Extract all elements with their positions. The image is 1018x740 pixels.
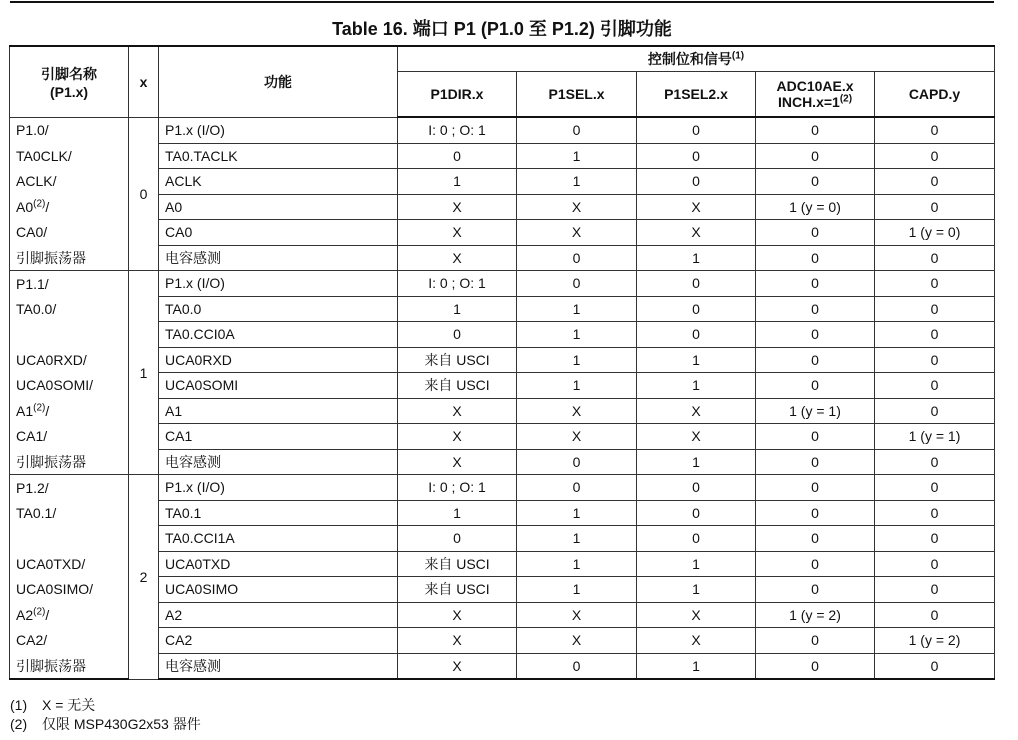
pin-name-cell (10, 117, 129, 143)
capd-cell: 0 (875, 373, 995, 399)
p1sel-cell: 0 (517, 449, 637, 475)
p1dir-cell: X (398, 220, 517, 246)
function-cell: P1.x (I/O) (159, 475, 398, 501)
adc10ae-cell: 0 (756, 117, 875, 143)
p1dir-cell: X (398, 653, 517, 679)
adc10ae-cell: 0 (756, 551, 875, 577)
pin-name-cell (10, 347, 129, 373)
table-row (10, 271, 995, 297)
adc10ae-cell: 0 (756, 373, 875, 399)
p1sel2-cell: 0 (637, 117, 756, 143)
adc10ae-cell: 0 (756, 271, 875, 297)
pin-name: P1.0/ (16, 122, 49, 139)
footnote-ref: (2) (33, 606, 46, 618)
adc10ae-cell: 1 (y = 2) (756, 602, 875, 628)
function-cell: A0 (159, 194, 398, 220)
header-pin-name (10, 46, 129, 117)
adc10ae-cell: 0 (756, 322, 875, 348)
capd-cell: 0 (875, 653, 995, 679)
pin-name-cell (10, 271, 129, 297)
footnote-1 (10, 696, 201, 715)
pin-name: CA0/ (16, 224, 48, 241)
header-control-bits-label: 控制位和信号 (647, 51, 732, 67)
capd-cell: 0 (875, 322, 995, 348)
pin-name: TA0.0/ (16, 300, 57, 317)
p1sel2-cell: 1 (637, 245, 756, 271)
p1dir-cell: X (398, 245, 517, 271)
p1sel-cell: 1 (517, 347, 637, 373)
p1sel-cell: X (517, 194, 637, 220)
adc10ae-cell: 0 (756, 169, 875, 195)
capd-cell: 1 (y = 1) (875, 424, 995, 450)
footnote-ref: (1) (731, 50, 745, 62)
pin-name-cell (10, 194, 129, 220)
p1sel-cell: 0 (517, 475, 637, 501)
function-cell: CA1 (159, 424, 398, 450)
adc10ae-cell: 0 (756, 220, 875, 246)
header-p1dir: P1DIR.x (398, 72, 517, 118)
pin-name-cell (10, 296, 129, 322)
function-cell: P1.x (I/O) (159, 117, 398, 143)
function-cell: TA0.CCI0A (159, 322, 398, 348)
pin-name: TA0.1/ (16, 504, 57, 521)
pin-name: A1 (16, 402, 34, 419)
capd-cell: 0 (875, 245, 995, 271)
p1dir-cell: 来自 USCI (398, 347, 517, 373)
p1dir-cell: X (398, 449, 517, 475)
pin-name: P1.1/ (16, 275, 49, 292)
capd-cell: 0 (875, 143, 995, 169)
capd-cell: 0 (875, 475, 995, 501)
p1dir-cell: I: 0 ; O: 1 (398, 475, 517, 501)
pin-name: UCA0RXD/ (16, 351, 87, 368)
pin-function-table (9, 45, 995, 680)
header-capd: CAPD.y (875, 72, 995, 118)
adc10ae-cell: 1 (y = 1) (756, 398, 875, 424)
p1sel-cell: X (517, 424, 637, 450)
capd-cell: 0 (875, 271, 995, 297)
adc10ae-cell: 1 (y = 0) (756, 194, 875, 220)
pin-name: TA0CLK/ (16, 147, 72, 164)
p1sel2-cell: X (637, 424, 756, 450)
function-cell: 电容感测 (159, 653, 398, 679)
p1sel-cell: 0 (517, 653, 637, 679)
p1dir-cell: X (398, 628, 517, 654)
p1sel-cell: 0 (517, 117, 637, 143)
pin-name: UCA0TXD/ (16, 555, 86, 572)
p1sel2-cell: 1 (637, 551, 756, 577)
p1sel2-cell: X (637, 194, 756, 220)
pin-name: CA2/ (16, 632, 48, 649)
p1dir-cell: I: 0 ; O: 1 (398, 271, 517, 297)
function-cell: CA2 (159, 628, 398, 654)
function-cell: UCA0SIMO (159, 577, 398, 603)
adc10ae-cell: 0 (756, 347, 875, 373)
pin-name: UCA0SOMI/ (16, 377, 94, 394)
header-control-bits (398, 46, 995, 72)
p1sel-cell: X (517, 602, 637, 628)
p1sel-cell: X (517, 220, 637, 246)
pin-name: CA1/ (16, 428, 48, 445)
p1dir-cell: 1 (398, 169, 517, 195)
p1sel2-cell: 0 (637, 475, 756, 501)
pin-name-suffix: / (45, 402, 50, 419)
function-cell: ACLK (159, 169, 398, 195)
function-cell: UCA0RXD (159, 347, 398, 373)
p1dir-cell: 1 (398, 500, 517, 526)
p1dir-cell: 来自 USCI (398, 577, 517, 603)
footnote-text: X = 无关 (42, 697, 96, 713)
pin-name: 引脚振荡器 (16, 249, 86, 266)
p1sel-cell: 1 (517, 526, 637, 552)
pin-name-cell (10, 551, 129, 577)
capd-cell: 0 (875, 551, 995, 577)
function-cell: TA0.0 (159, 296, 398, 322)
footnote-ref: (2) (33, 402, 46, 414)
p1dir-cell: X (398, 194, 517, 220)
capd-cell: 0 (875, 500, 995, 526)
p1sel2-cell: 0 (637, 526, 756, 552)
pin-name: P1.2/ (16, 479, 49, 496)
capd-cell: 0 (875, 296, 995, 322)
capd-cell: 0 (875, 398, 995, 424)
function-cell: CA0 (159, 220, 398, 246)
p1sel2-cell: X (637, 602, 756, 628)
capd-cell: 1 (y = 0) (875, 220, 995, 246)
p1sel-cell: 0 (517, 245, 637, 271)
pin-name-cell (10, 322, 129, 348)
pin-name-cell (10, 169, 129, 195)
footnote-text: 仅限 MSP430G2x53 器件 (42, 716, 201, 732)
footnote-ref: (2) (33, 198, 46, 210)
function-cell: TA0.CCI1A (159, 526, 398, 552)
pin-name: 引脚振荡器 (16, 453, 86, 470)
pin-name: A2 (16, 606, 34, 623)
x-index-cell: 2 (129, 475, 159, 680)
adc10ae-cell: 0 (756, 245, 875, 271)
pin-name-cell (10, 424, 129, 450)
header-adc-line2: INCH.x=1 (777, 94, 840, 110)
p1sel-cell: X (517, 628, 637, 654)
adc10ae-cell: 0 (756, 296, 875, 322)
p1dir-cell: X (398, 424, 517, 450)
footnote-ref: (2) (839, 93, 853, 105)
pin-name-suffix: / (45, 198, 50, 215)
p1dir-cell: 0 (398, 526, 517, 552)
footnote-mark: (2) (10, 716, 28, 732)
capd-cell: 0 (875, 449, 995, 475)
header-p1sel: P1SEL.x (517, 72, 637, 118)
p1sel2-cell: 0 (637, 143, 756, 169)
header-adc10ae (756, 72, 875, 118)
p1dir-cell: 0 (398, 322, 517, 348)
p1dir-cell: I: 0 ; O: 1 (398, 117, 517, 143)
header-pin-name-label: 引脚名称 (41, 65, 97, 82)
p1sel2-cell: 1 (637, 449, 756, 475)
pin-name: UCA0SIMO/ (16, 581, 94, 598)
pin-name-cell (10, 602, 129, 628)
p1sel-cell: 0 (517, 271, 637, 297)
pin-name-cell (10, 449, 129, 475)
capd-cell: 0 (875, 194, 995, 220)
capd-cell: 0 (875, 577, 995, 603)
pin-name: ACLK/ (16, 173, 57, 190)
p1dir-cell: 来自 USCI (398, 373, 517, 399)
pin-name-cell (10, 577, 129, 603)
p1sel-cell: 1 (517, 577, 637, 603)
p1sel-cell: 1 (517, 143, 637, 169)
p1dir-cell: X (398, 602, 517, 628)
top-rule (10, 1, 994, 3)
function-cell: UCA0TXD (159, 551, 398, 577)
table-row (10, 475, 995, 501)
table-row (10, 117, 995, 143)
pin-name: 引脚振荡器 (16, 657, 86, 674)
capd-cell: 0 (875, 169, 995, 195)
capd-cell: 1 (y = 2) (875, 628, 995, 654)
adc10ae-cell: 0 (756, 577, 875, 603)
capd-cell: 0 (875, 117, 995, 143)
function-cell: A1 (159, 398, 398, 424)
p1sel-cell: 1 (517, 169, 637, 195)
adc10ae-cell: 0 (756, 143, 875, 169)
p1dir-cell: 1 (398, 296, 517, 322)
function-cell: UCA0SOMI (159, 373, 398, 399)
p1sel2-cell: X (637, 628, 756, 654)
adc10ae-cell: 0 (756, 475, 875, 501)
p1sel2-cell: X (637, 398, 756, 424)
p1sel-cell: X (517, 398, 637, 424)
pin-name: A0 (16, 198, 34, 215)
adc10ae-cell: 0 (756, 424, 875, 450)
pin-name-cell (10, 653, 129, 679)
capd-cell: 0 (875, 526, 995, 552)
adc10ae-cell: 0 (756, 526, 875, 552)
header-pin-name-sub: (P1.x) (49, 83, 89, 100)
p1sel-cell: 1 (517, 322, 637, 348)
p1sel2-cell: 1 (637, 577, 756, 603)
p1sel2-cell: 0 (637, 296, 756, 322)
p1sel2-cell: 0 (637, 500, 756, 526)
function-cell: 电容感测 (159, 449, 398, 475)
pin-name-cell (10, 143, 129, 169)
p1sel2-cell: 0 (637, 322, 756, 348)
pin-name-suffix: / (45, 606, 50, 623)
table-body (10, 117, 995, 679)
p1sel2-cell: X (637, 220, 756, 246)
pin-name-cell (10, 245, 129, 271)
pin-name-cell (10, 220, 129, 246)
header-function: 功能 (159, 46, 398, 117)
function-cell: TA0.1 (159, 500, 398, 526)
p1dir-cell: 来自 USCI (398, 551, 517, 577)
p1dir-cell: X (398, 398, 517, 424)
capd-cell: 0 (875, 602, 995, 628)
p1sel-cell: 1 (517, 500, 637, 526)
pin-name-cell (10, 500, 129, 526)
header-adc-line1: ADC10AE.x (776, 78, 854, 94)
adc10ae-cell: 0 (756, 653, 875, 679)
function-cell: 电容感测 (159, 245, 398, 271)
pin-name-cell (10, 475, 129, 501)
p1sel2-cell: 1 (637, 653, 756, 679)
header-x: x (129, 46, 159, 117)
p1sel-cell: 1 (517, 296, 637, 322)
pin-name-cell (10, 398, 129, 424)
footnote-2 (10, 715, 201, 734)
capd-cell: 0 (875, 347, 995, 373)
p1sel-cell: 1 (517, 373, 637, 399)
pin-name-cell (10, 373, 129, 399)
table-title: Table 16. 端口 P1 (P1.0 至 P1.2) 引脚功能 (332, 19, 672, 39)
pin-name-cell (10, 526, 129, 552)
p1sel-cell: 1 (517, 551, 637, 577)
p1sel2-cell: 0 (637, 169, 756, 195)
x-index-cell: 0 (129, 117, 159, 271)
p1sel2-cell: 1 (637, 373, 756, 399)
adc10ae-cell: 0 (756, 449, 875, 475)
function-cell: A2 (159, 602, 398, 628)
p1sel2-cell: 0 (637, 271, 756, 297)
adc10ae-cell: 0 (756, 628, 875, 654)
pin-name-cell (10, 628, 129, 654)
adc10ae-cell: 0 (756, 500, 875, 526)
footnotes (10, 696, 201, 734)
footnote-mark: (1) (10, 697, 28, 713)
function-cell: P1.x (I/O) (159, 271, 398, 297)
p1dir-cell: 0 (398, 143, 517, 169)
function-cell: TA0.TACLK (159, 143, 398, 169)
header-p1sel2: P1SEL2.x (637, 72, 756, 118)
x-index-cell: 1 (129, 271, 159, 475)
p1sel2-cell: 1 (637, 347, 756, 373)
